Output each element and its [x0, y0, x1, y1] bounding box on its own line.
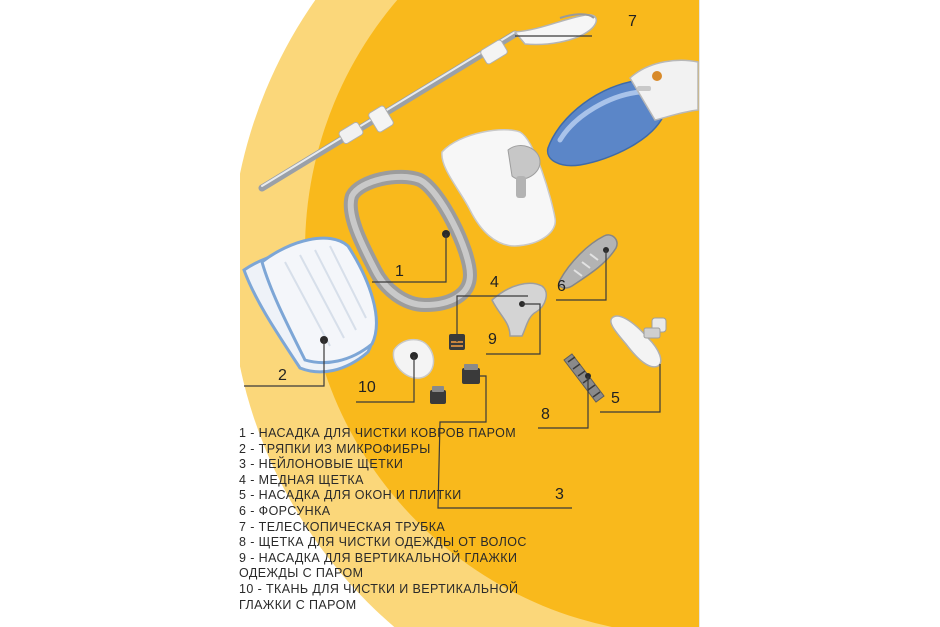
legend-item-10-cont: ГЛАЖКИ С ПАРОМ — [239, 597, 357, 612]
callout-5: 5 — [611, 390, 620, 407]
callout-9: 9 — [488, 331, 497, 348]
legend-item-5: 5 - НАСАДКА ДЛЯ ОКОН И ПЛИТКИ — [239, 488, 462, 503]
legend-item-9: 9 - НАСАДКА ДЛЯ ВЕРТИКАЛЬНОЙ ГЛАЖКИ — [239, 550, 518, 565]
legend-item-3: 3 - НЕЙЛОНОВЫЕ ЩЕТКИ — [239, 457, 404, 472]
right-edge-line — [699, 0, 700, 627]
callout-8: 8 — [541, 406, 550, 423]
callout-3: 3 — [555, 486, 564, 503]
callout-10: 10 — [358, 379, 376, 396]
callout-1: 1 — [395, 263, 404, 280]
legend-item-6: 6 - ФОРСУНКА — [239, 503, 331, 518]
legend-item-9-cont: ОДЕЖДЫ С ПАРОМ — [239, 566, 364, 581]
callout-4: 4 — [490, 274, 499, 291]
legend-item-7: 7 - ТЕЛЕСКОПИЧЕСКАЯ ТРУБКА — [239, 519, 446, 534]
legend-item-10: 10 - ТКАНЬ ДЛЯ ЧИСТКИ И ВЕРТИКАЛЬНОЙ — [239, 581, 519, 596]
legend — [239, 426, 539, 613]
callout-2: 2 — [278, 367, 287, 384]
legend-item-4: 4 - МЕДНАЯ ЩЕТКА — [239, 472, 364, 487]
legend-item-2: 2 - ТРЯПКИ ИЗ МИКРОФИБРЫ — [239, 441, 431, 456]
callout-6: 6 — [557, 278, 566, 295]
legend-item-8: 8 - ЩЕТКА ДЛЯ ЧИСТКИ ОДЕЖДЫ ОТ ВОЛОС — [239, 535, 527, 550]
callout-7: 7 — [628, 13, 637, 30]
legend-item-1: 1 - НАСАДКА ДЛЯ ЧИСТКИ КОВРОВ ПАРОМ — [239, 426, 517, 440]
